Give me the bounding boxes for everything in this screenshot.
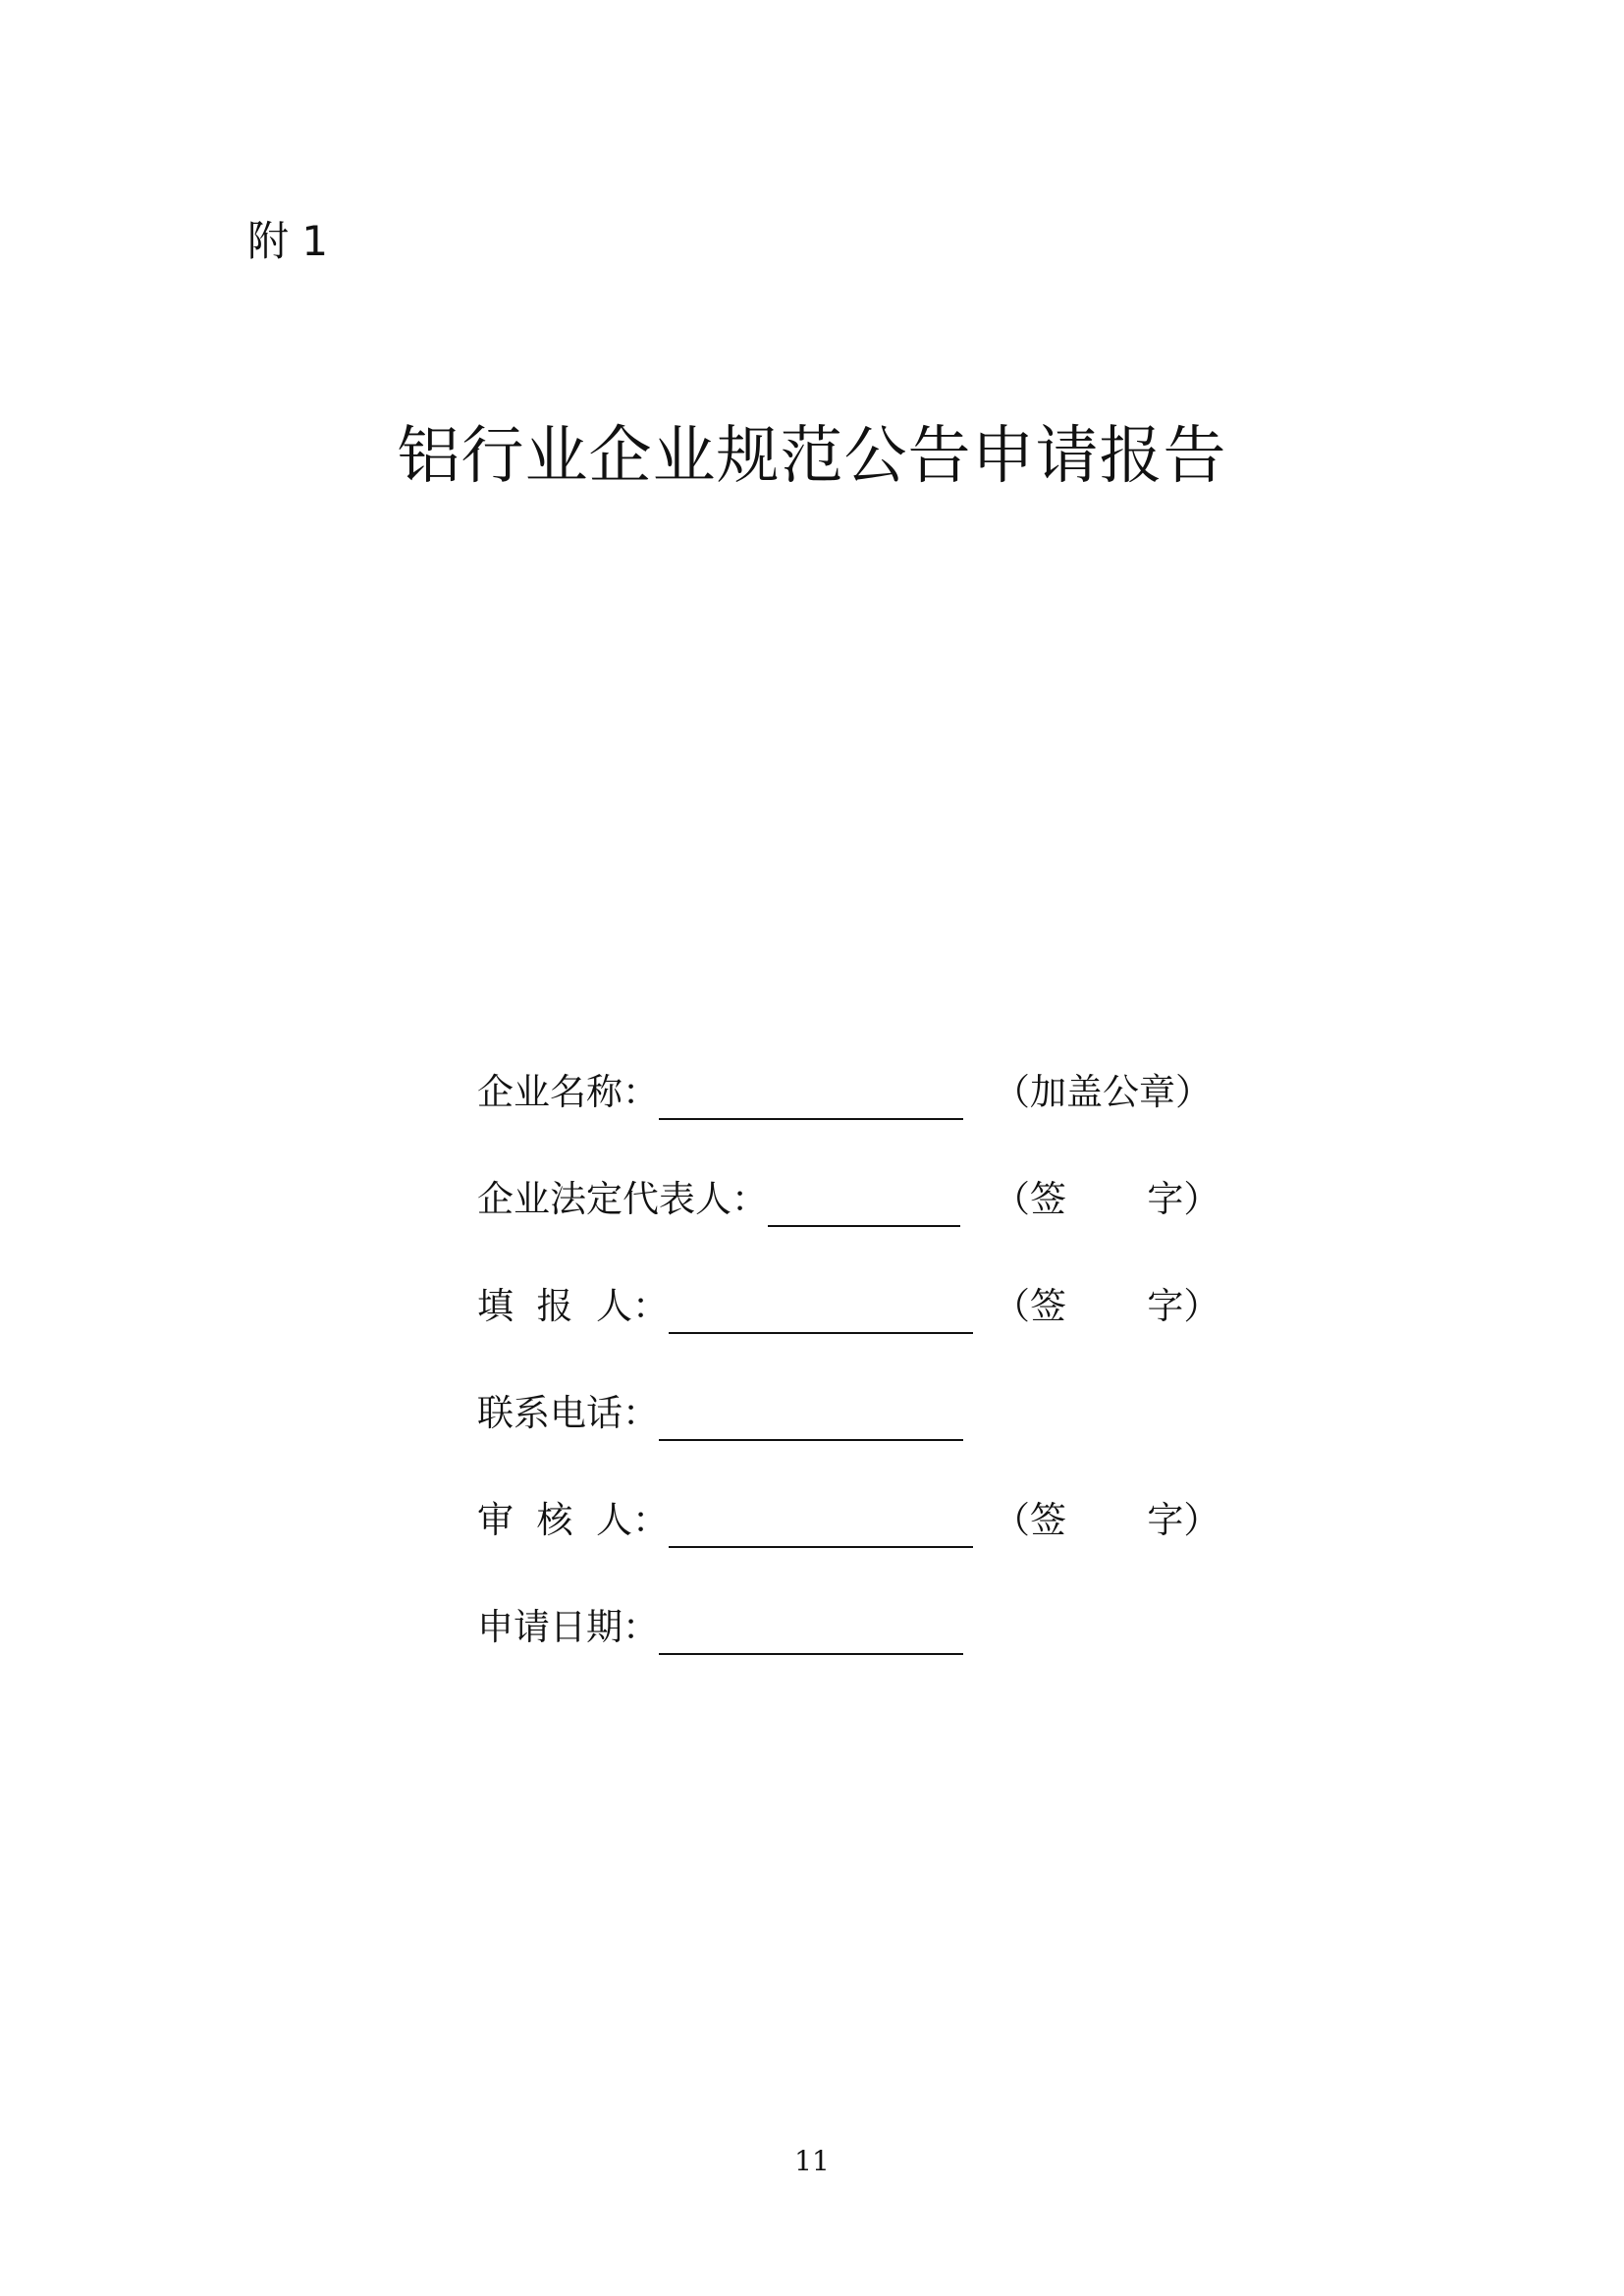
- application-form: [477, 1063, 1322, 1705]
- legal-representative-signature-note: （签 字）: [994, 1178, 1220, 1220]
- page-number: 11: [794, 2145, 830, 2177]
- contact-phone-blank[interactable]: [659, 1384, 963, 1441]
- form-row-reviewer: [477, 1491, 1322, 1598]
- form-row-application-date: [477, 1598, 1322, 1705]
- page-title: 铝行业企业规范公告申请报告: [397, 420, 1227, 493]
- reviewer-label: 审 核 人：: [477, 1499, 670, 1541]
- filler-label: 填 报 人：: [477, 1285, 670, 1327]
- form-row-legal-representative: [477, 1170, 1322, 1277]
- company-name-label: 企业名称：: [477, 1071, 659, 1113]
- legal-representative-label: 企业法定代表人：: [477, 1178, 768, 1220]
- form-row-company-name: [477, 1063, 1322, 1170]
- application-date-blank[interactable]: [659, 1598, 963, 1655]
- company-seal-note: （加盖公章）: [994, 1071, 1212, 1113]
- contact-phone-label: 联系电话：: [477, 1392, 659, 1434]
- form-row-contact-phone: [477, 1384, 1322, 1491]
- attachment-label: 附 1: [247, 217, 329, 265]
- application-date-label: 申请日期：: [477, 1606, 659, 1648]
- reviewer-signature-note: （签 字）: [994, 1499, 1220, 1541]
- legal-representative-blank[interactable]: [768, 1170, 960, 1227]
- company-name-blank[interactable]: [659, 1063, 963, 1120]
- filler-blank[interactable]: [669, 1277, 973, 1334]
- reviewer-blank[interactable]: [669, 1491, 973, 1548]
- form-row-filler: [477, 1277, 1322, 1384]
- filler-signature-note: （签 字）: [994, 1285, 1220, 1327]
